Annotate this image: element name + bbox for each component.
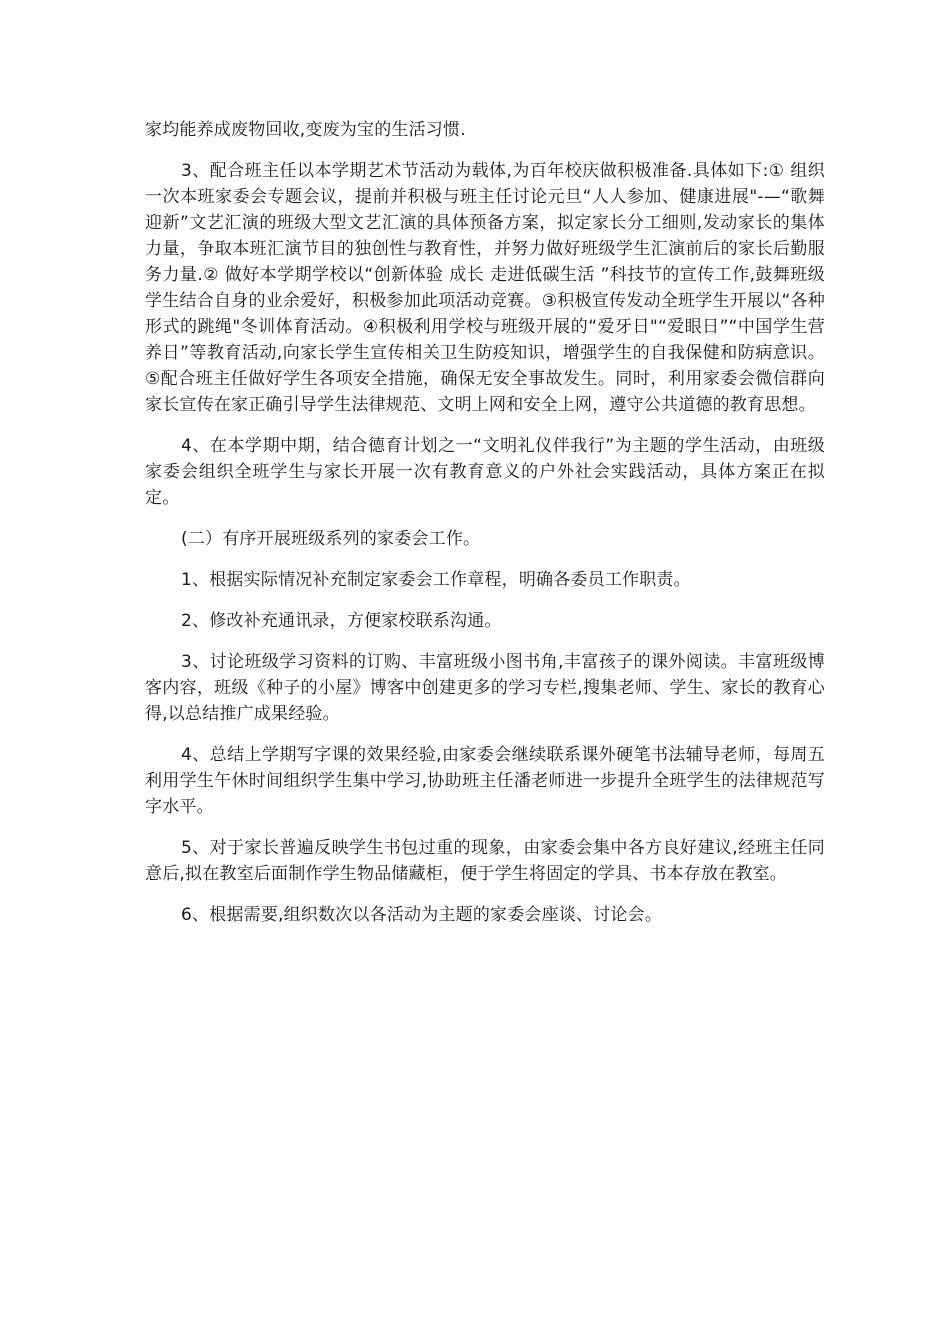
paragraph-item-2-contacts: 2、修改补充通讯录，方便家校联系沟通。 — [181, 611, 502, 631]
paragraph-item-1-charter: 1、根据实际情况补充制定家委会工作章程，明确各委员工作职责。 — [181, 570, 691, 590]
paragraph-item-3-reading: 3、讨论班级学习资料的订购、丰富班级小图书角,丰富孩子的课外阅读。丰富班级博客内容，班级《种子的小屋》博客中创建更多的学习专栏,搜集老师、学生、家长的教育心得,以总结推广成果经验。 — [145, 652, 825, 724]
paragraph-continuation: 家均能养成废物回收,变废为宝的生活习惯. — [145, 120, 466, 140]
section-heading-2: (二）有序开展班级系列的家委会工作。 — [181, 529, 481, 549]
paragraph-item-5-storage: 5、对于家长普遍反映学生书包过重的现象，由家委会集中各方良好建议,经班主任同意后,拟在教室后面制作学生物品储藏柜，便于学生将固定的学具、书本存放在教室。 — [145, 838, 825, 884]
paragraph-item-3-art-festival: 3、配合班主任以本学期艺术节活动为载体,为百年校庆做积极准备.具体如下:① 组织一次本班家委会专题会议，提前并积极与班主任讨论元旦“人人参加、健康进展"-—“歌舞迎新”文艺汇演的班级大型文艺汇演的具体预备方案，拟定家长分工细则,发动家长的集体力量，争取本班汇演节目的独创性与教育性，并努力做好班级学生汇演前后的家长后勤服务力量.② 做好本学期学校以“创新体验 成长 走进低碳生活 ”科技节的宣传工作,鼓舞班级学生结合自身的业余爱好，积极参加此项活动竞赛。③积极宣传发动全班学生开展以“各种形式的跳绳"冬训体育活动。④积极利用学校与班级开展的“爱牙日"“爱眼日”“中国学生营养日”等教育活动,向家长学生宣传相关卫生防疫知识，增强学生的自我保健和防病意识。⑤配合班主任做好学生各项安全措施，确保无安全事故发生。同时，利用家委会微信群向家长宣传在家正确引导学生法律规范、文明上网和安全上网，遵守公共道德的教育思想。 — [145, 161, 825, 415]
paragraph-item-4-calligraphy: 4、总结上学期写字课的效果经验,由家委会继续联系课外硬笔书法辅导老师，每周五利用学生午休时间组织学生集中学习,协助班主任潘老师进一步提升全班学生的法律规范写字水平。 — [145, 745, 825, 817]
paragraph-item-6-meetings: 6、根据需要,组织数次以各活动为主题的家委会座谈、讨论会。 — [181, 905, 663, 925]
paragraph-item-4-practice-activity: 4、在本学期中期，结合德育计划之一“文明礼仪伴我行”为主题的学生活动，由班级家委会组织全班学生与家长开展一次有教育意义的户外社会实践活动，具体方案正在拟定。 — [145, 436, 825, 508]
document-body — [145, 117, 825, 943]
